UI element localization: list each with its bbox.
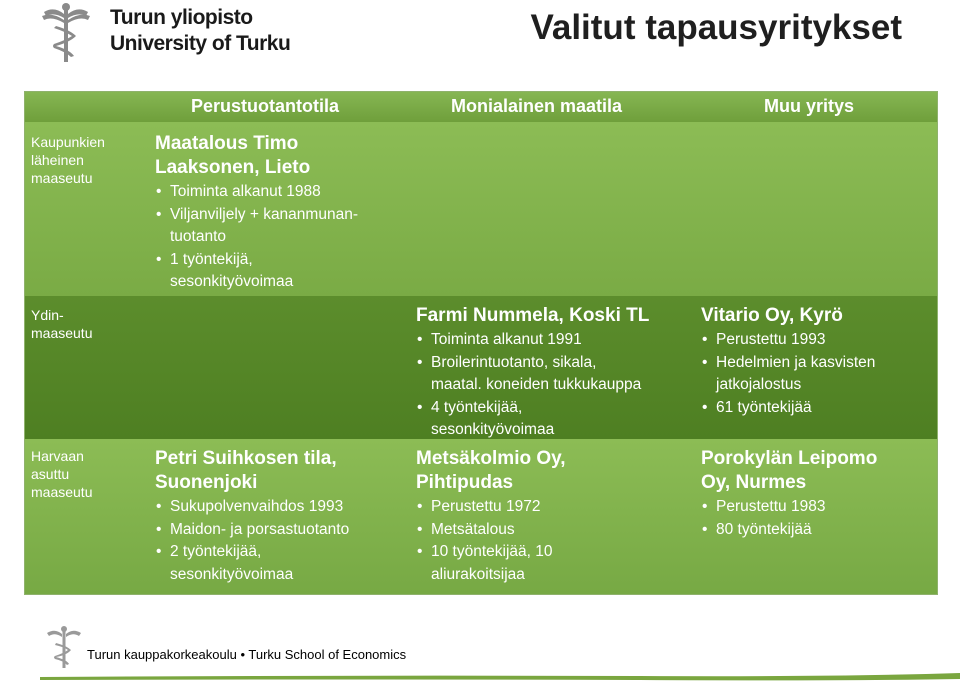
list-item: • Hedelmien ja kasvisten jatkojalostus xyxy=(701,352,926,397)
company-name: Vitario Oy, Kyrö xyxy=(701,305,843,326)
company-name: Porokylän Leipomo Oy, Nurmes xyxy=(701,448,878,493)
row-header-periurban: Kaupunkien läheinen maaseutu xyxy=(31,134,105,186)
list-item: • Viljanviljely + kananmunan- tuotanto xyxy=(155,204,405,249)
company-cell-farmi-nummela xyxy=(416,304,696,442)
case-companies-table xyxy=(24,91,938,595)
logo-text-english: University of Turku xyxy=(110,32,291,55)
caduceus-emblem-icon xyxy=(44,625,84,669)
company-details xyxy=(155,496,405,586)
list-item: • Perustettu 1972 xyxy=(416,496,676,519)
footer-text: Turun kauppakorkeakoulu • Turku School of Economics xyxy=(87,647,407,662)
footer-logo xyxy=(44,625,84,669)
row-header-sparse-rural: Harvaan asuttu maaseutu xyxy=(31,448,93,500)
company-cell-vitario xyxy=(701,304,926,419)
list-item: • Metsätalous xyxy=(416,519,676,542)
list-item: • 2 työntekijää, sesonkityövoimaa xyxy=(155,541,405,586)
logo-text-finnish: Turun yliopisto xyxy=(110,6,253,29)
company-details xyxy=(416,329,696,442)
list-item: • 4 työntekijää, sesonkityövoimaa xyxy=(416,397,696,442)
company-name: Petri Suihkosen tila, Suonenjoki xyxy=(155,448,337,493)
column-header-multifunctional-farm: Monialainen maatila xyxy=(451,96,623,116)
list-item: • 61 työntekijää xyxy=(701,397,926,420)
slide-title: Valitut tapausyritykset xyxy=(530,8,902,47)
list-item: • Toiminta alkanut 1988 xyxy=(155,181,405,204)
company-details xyxy=(416,496,676,586)
company-name: Metsäkolmio Oy, Pihtipudas xyxy=(416,448,566,493)
caduceus-emblem-icon xyxy=(40,2,92,64)
row-header-core-rural: Ydin- maaseutu xyxy=(31,307,93,341)
list-item: • Maidon- ja porsastuotanto xyxy=(155,519,405,542)
column-header-other-company: Muu yritys xyxy=(764,96,855,116)
company-cell-metsakolmio xyxy=(416,447,676,586)
list-item: • Sukupolvenvaihdos 1993 xyxy=(155,496,405,519)
list-item: • 80 työntekijää xyxy=(701,519,926,542)
list-item: • 1 työntekijä, sesonkityövoimaa xyxy=(155,249,405,294)
list-item: • Broilerintuotanto, sikala, maatal. koneiden tukkukauppa xyxy=(416,352,696,397)
company-cell-suihkonen xyxy=(155,447,405,586)
list-item: • 10 työntekijää, 10 aliurakoitsijaa xyxy=(416,541,676,586)
list-item: • Perustettu 1983 xyxy=(701,496,926,519)
list-item: • Toiminta alkanut 1991 xyxy=(416,329,696,352)
company-details xyxy=(701,496,926,541)
column-header-primary-farm: Perustuotantotila xyxy=(191,96,340,116)
company-cell-porokyla xyxy=(701,447,926,541)
university-logo xyxy=(40,2,300,64)
company-name: Maatalous Timo Laaksonen, Lieto xyxy=(155,133,311,178)
company-details xyxy=(155,181,405,294)
company-cell-laaksonen xyxy=(155,132,405,294)
company-details xyxy=(701,329,926,419)
company-name: Farmi Nummela, Koski TL xyxy=(416,305,650,326)
list-item: • Perustettu 1993 xyxy=(701,329,926,352)
footer-divider xyxy=(40,671,960,681)
